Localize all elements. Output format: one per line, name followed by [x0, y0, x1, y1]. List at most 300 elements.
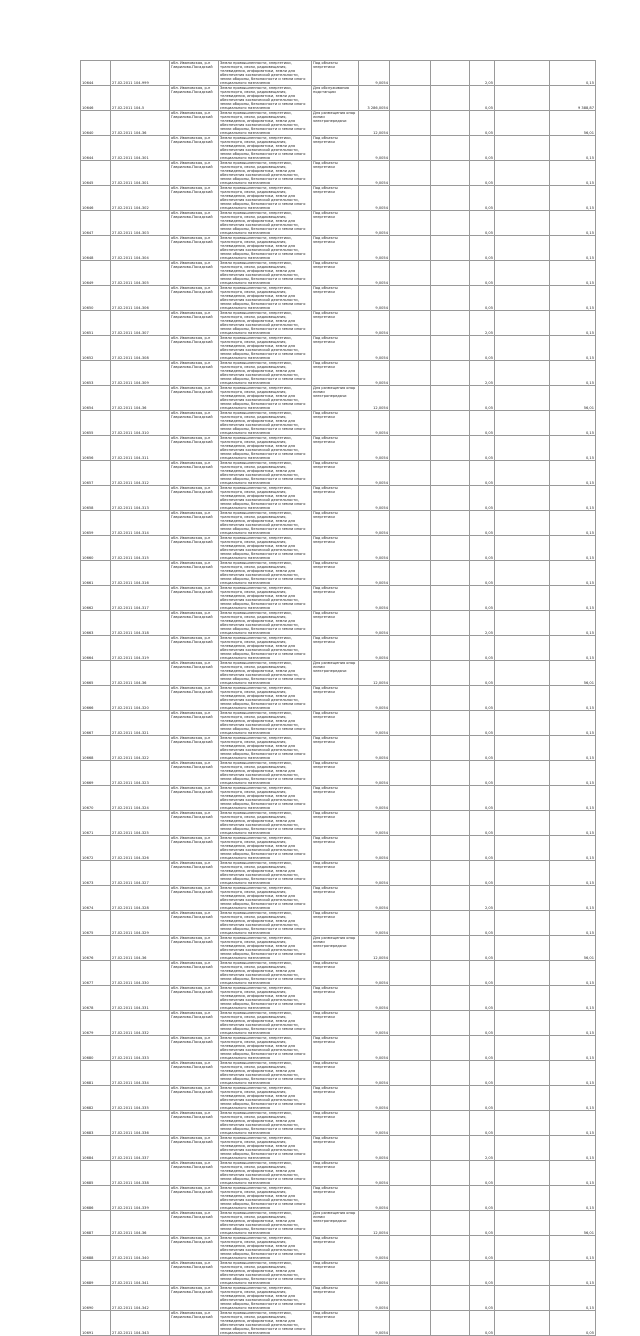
sum-cell: 0,15: [550, 536, 596, 561]
table-row: [81, 1261, 596, 1286]
rate-cell: 0,05: [470, 236, 495, 261]
address-cell: обл. Ивановская, р-н Гаврилово-Посадский: [170, 186, 219, 211]
sum-cell: 0,15: [550, 1111, 596, 1136]
land-category-cell: Земли промышленности, энергетики, транспорта, связи, радиовещания, телевидения, информатики, земли для обеспечения космической деятельности, земли обороны, безопасности и земли иного специального назначения: [219, 261, 312, 286]
sum-cell: 0,15: [550, 1136, 596, 1161]
record-date-cell: 27.02.2011 104-5: [111, 86, 170, 111]
rate-cell: 0,05: [470, 261, 495, 286]
empty-cell: [431, 736, 470, 761]
record-date-cell: 27.02.2011 104-303: [111, 211, 170, 236]
address-cell: обл. Ивановская, р-н Гаврилово-Посадский: [170, 661, 219, 686]
empty-cell: [495, 1261, 550, 1286]
empty-cell: [431, 1236, 470, 1261]
empty-cell: [495, 1211, 550, 1236]
land-category-cell: Земли промышленности, энергетики, транспорта, связи, радиовещания, телевидения, информатики, земли для обеспечения космической деятельности, земли обороны, безопасности и земли иного специального назначения: [219, 361, 312, 386]
rate-cell: 0,05: [470, 1286, 495, 1311]
rate-cell: 0,05: [470, 161, 495, 186]
rate-cell: 2,05: [470, 886, 495, 911]
land-category-cell: Земли промышленности, энергетики, транспорта, связи, радиовещания, телевидения, информатики, земли для обеспечения космической деятельности, земли обороны, безопасности и земли иного специального назначения: [219, 1261, 312, 1286]
sum-cell: 0,15: [550, 986, 596, 1011]
land-category-cell: Земли промышленности, энергетики, транспорта, связи, радиовещания, телевидения, информатики, земли для обеспечения космической деятельности, земли обороны, безопасности и земли иного специального назначения: [219, 1111, 312, 1136]
area-cell: 9,0054: [359, 611, 390, 636]
record-date-cell: 27.02.2011 104-328: [111, 886, 170, 911]
address-cell: обл. Ивановская, р-н Гаврилово-Посадский: [170, 336, 219, 361]
empty-cell: [390, 486, 431, 511]
empty-cell: [431, 611, 470, 636]
empty-cell: [495, 411, 550, 436]
permitted-use-cell: Под объекты энергетики: [312, 1086, 359, 1111]
record-date-cell: 27.02.2011 104-308: [111, 336, 170, 361]
empty-cell: [495, 1061, 550, 1086]
parcel-id-cell: 10678: [81, 986, 111, 1011]
area-cell: 9,0054: [359, 536, 390, 561]
permitted-use-cell: Под объекты энергетики: [312, 1161, 359, 1186]
empty-cell: [431, 236, 470, 261]
parcel-id-cell: 10651: [81, 311, 111, 336]
record-date-cell: 27.02.2011 104-340: [111, 1236, 170, 1261]
parcel-id-cell: 10647: [81, 211, 111, 236]
record-date-cell: 27.02.2011 104-343: [111, 1311, 170, 1336]
sum-cell: 56,01: [550, 661, 596, 686]
parcel-id-cell: 10680: [81, 1036, 111, 1061]
address-cell: обл. Ивановская, р-н Гаврилово-Посадский: [170, 1036, 219, 1061]
table-row: [81, 111, 596, 136]
address-cell: обл. Ивановская, р-н Гаврилово-Посадский: [170, 411, 219, 436]
empty-cell: [431, 111, 470, 136]
address-cell: обл. Ивановская, р-н Гаврилово-Посадский: [170, 561, 219, 586]
area-cell: 9,0054: [359, 561, 390, 586]
table-row: [81, 311, 596, 336]
parcel-id-cell: 10667: [81, 711, 111, 736]
parcel-id-cell: 10675: [81, 911, 111, 936]
record-date-cell: 27.02.2011 104-301: [111, 161, 170, 186]
land-category-cell: Земли промышленности, энергетики, транспорта, связи, радиовещания, телевидения, информатики, земли для обеспечения космической деятельности, земли обороны, безопасности и земли иного специального назначения: [219, 236, 312, 261]
permitted-use-cell: Под объекты энергетики: [312, 186, 359, 211]
table-row: [81, 1086, 596, 1111]
rate-cell: 0,05: [470, 486, 495, 511]
sum-cell: 0,05: [550, 1311, 596, 1336]
parcel-id-cell: 10688: [81, 1236, 111, 1261]
sum-cell: 0,15: [550, 811, 596, 836]
area-cell: 9,0054: [359, 911, 390, 936]
permitted-use-cell: Под объекты энергетики: [312, 161, 359, 186]
area-cell: 9,0054: [359, 411, 390, 436]
table-row: [81, 1236, 596, 1261]
record-date-cell: 27.02.2011 104-311: [111, 436, 170, 461]
permitted-use-cell: Под объекты энергетики: [312, 786, 359, 811]
address-cell: обл. Ивановская, р-н Гаврилово-Посадский: [170, 386, 219, 411]
parcel-id-cell: 10672: [81, 836, 111, 861]
sum-cell: 0,15: [550, 161, 596, 186]
register-table: [80, 60, 596, 1336]
sum-cell: 0,15: [550, 411, 596, 436]
record-date-cell: 27.02.2011 104-341: [111, 1261, 170, 1286]
area-cell: 9,0054: [359, 1311, 390, 1336]
area-cell: 12,0054: [359, 661, 390, 686]
table-row: [81, 336, 596, 361]
empty-cell: [495, 561, 550, 586]
address-cell: обл. Ивановская, р-н Гаврилово-Посадский: [170, 811, 219, 836]
permitted-use-cell: Под объекты энергетики: [312, 1286, 359, 1311]
rate-cell: 0,05: [470, 436, 495, 461]
table-row: [81, 1186, 596, 1211]
table-row: [81, 136, 596, 161]
record-date-cell: 27.02.2011 104-336: [111, 1111, 170, 1136]
rate-cell: 0,05: [470, 1011, 495, 1036]
record-date-cell: 27.02.2011 104-314: [111, 511, 170, 536]
empty-cell: [495, 86, 550, 111]
empty-cell: [431, 511, 470, 536]
empty-cell: [390, 911, 431, 936]
record-date-cell: 27.02.2011 104-36: [111, 111, 170, 136]
address-cell: обл. Ивановская, р-н Гаврилово-Посадский: [170, 861, 219, 886]
empty-cell: [495, 111, 550, 136]
parcel-id-cell: 10660: [81, 536, 111, 561]
empty-cell: [390, 586, 431, 611]
empty-cell: [431, 1211, 470, 1236]
address-cell: обл. Ивановская, р-н Гаврилово-Посадский: [170, 461, 219, 486]
empty-cell: [390, 661, 431, 686]
land-category-cell: Земли промышленности, энергетики, транспорта, связи, радиовещания, телевидения, информатики, земли для обеспечения космической деятельности, земли обороны, безопасности и земли иного специального назначения: [219, 711, 312, 736]
address-cell: обл. Ивановская, р-н Гаврилово-Посадский: [170, 711, 219, 736]
empty-cell: [495, 136, 550, 161]
record-date-cell: 27.02.2011 104-306: [111, 286, 170, 311]
empty-cell: [431, 1111, 470, 1136]
empty-cell: [495, 486, 550, 511]
rate-cell: 0,05: [470, 1036, 495, 1061]
empty-cell: [431, 61, 470, 86]
address-cell: обл. Ивановская, р-н Гаврилово-Посадский: [170, 936, 219, 961]
sum-cell: 0,15: [550, 1286, 596, 1311]
record-date-cell: 27.02.2011 104-313: [111, 486, 170, 511]
empty-cell: [495, 861, 550, 886]
land-category-cell: Земли промышленности, энергетики, транспорта, связи, радиовещания, телевидения, информатики, земли для обеспечения космической деятельности, земли обороны, безопасности и земли иного специального назначения: [219, 761, 312, 786]
table-row: [81, 811, 596, 836]
sum-cell: 0,15: [550, 286, 596, 311]
address-cell: обл. Ивановская, р-н Гаврилово-Посадский: [170, 1111, 219, 1136]
table-row: [81, 886, 596, 911]
record-date-cell: 27.02.2011 104-327: [111, 861, 170, 886]
area-cell: 9,0054: [359, 286, 390, 311]
parcel-id-cell: 10652: [81, 336, 111, 361]
rate-cell: 0,05: [470, 386, 495, 411]
rate-cell: 2,05: [470, 311, 495, 336]
empty-cell: [431, 1311, 470, 1336]
empty-cell: [431, 861, 470, 886]
land-category-cell: Земли промышленности, энергетики, транспорта, связи, радиовещания, телевидения, информатики, земли для обеспечения космической деятельности, земли обороны, безопасности и земли иного специального назначения: [219, 111, 312, 136]
address-cell: обл. Ивановская, р-н Гаврилово-Посадский: [170, 1261, 219, 1286]
record-date-cell: 27.02.2011 104-324: [111, 786, 170, 811]
table-row: [81, 1161, 596, 1186]
empty-cell: [390, 436, 431, 461]
parcel-id-cell: 10646: [81, 86, 111, 111]
address-cell: обл. Ивановская, р-н Гаврилово-Посадский: [170, 786, 219, 811]
rate-cell: 0,05: [470, 411, 495, 436]
table-row: [81, 1011, 596, 1036]
empty-cell: [495, 336, 550, 361]
empty-cell: [495, 361, 550, 386]
record-date-cell: 27.02.2011 104-309: [111, 361, 170, 386]
table-row: [81, 761, 596, 786]
empty-cell: [495, 936, 550, 961]
area-cell: 9,0054: [359, 1261, 390, 1286]
empty-cell: [390, 961, 431, 986]
parcel-id-cell: 10686: [81, 1186, 111, 1211]
empty-cell: [431, 636, 470, 661]
permitted-use-cell: Под объекты энергетики: [312, 711, 359, 736]
area-cell: 9,0054: [359, 1086, 390, 1111]
address-cell: обл. Ивановская, р-н Гаврилово-Посадский: [170, 911, 219, 936]
rate-cell: 0,05: [470, 686, 495, 711]
record-date-cell: 27.02.2011 104-36: [111, 1211, 170, 1236]
permitted-use-cell: Под объекты энергетики: [312, 536, 359, 561]
empty-cell: [495, 1311, 550, 1336]
empty-cell: [495, 1036, 550, 1061]
record-date-cell: 27.02.2011 104-316: [111, 561, 170, 586]
record-date-cell: 27.02.2011 104-310: [111, 411, 170, 436]
area-cell: 9,0054: [359, 161, 390, 186]
empty-cell: [390, 611, 431, 636]
empty-cell: [495, 911, 550, 936]
table-row: [81, 411, 596, 436]
land-category-cell: Земли промышленности, энергетики, транспорта, связи, радиовещания, телевидения, информатики, земли для обеспечения космической деятельности, земли обороны, безопасности и земли иного специального назначения: [219, 736, 312, 761]
address-cell: обл. Ивановская, р-н Гаврилово-Посадский: [170, 161, 219, 186]
rate-cell: 0,05: [470, 511, 495, 536]
permitted-use-cell: Под объекты энергетики: [312, 911, 359, 936]
empty-cell: [390, 136, 431, 161]
record-date-cell: 27.02.2011 104-326: [111, 836, 170, 861]
parcel-id-cell: 10676: [81, 936, 111, 961]
permitted-use-cell: Под объекты энергетики: [312, 761, 359, 786]
register-rows: [81, 61, 596, 1336]
land-category-cell: Земли промышленности, энергетики, транспорта, связи, радиовещания, телевидения, информатики, земли для обеспечения космической деятельности, земли обороны, безопасности и земли иного специального назначения: [219, 1311, 312, 1336]
empty-cell: [390, 111, 431, 136]
parcel-id-cell: 10665: [81, 661, 111, 686]
record-date-cell: 27.02.2011 104-315: [111, 536, 170, 561]
area-cell: 9,0054: [359, 811, 390, 836]
record-date-cell: 27.02.2011 104-305: [111, 261, 170, 286]
table-row: [81, 1111, 596, 1136]
permitted-use-cell: Под объекты энергетики: [312, 811, 359, 836]
empty-cell: [495, 311, 550, 336]
empty-cell: [495, 161, 550, 186]
sum-cell: 0,15: [550, 186, 596, 211]
land-category-cell: Земли промышленности, энергетики, транспорта, связи, радиовещания, телевидения, информатики, земли для обеспечения космической деятельности, земли обороны, безопасности и земли иного специального назначения: [219, 211, 312, 236]
land-category-cell: Земли промышленности, энергетики, транспорта, связи, радиовещания, телевидения, информатики, земли для обеспечения космической деятельности, земли обороны, безопасности и земли иного специального назначения: [219, 136, 312, 161]
rate-cell: 0,05: [470, 1236, 495, 1261]
parcel-id-cell: 10685: [81, 1161, 111, 1186]
parcel-id-cell: 10666: [81, 686, 111, 711]
permitted-use-cell: Под объекты энергетики: [312, 1186, 359, 1211]
rate-cell: 0,05: [470, 1186, 495, 1211]
empty-cell: [431, 461, 470, 486]
table-row: [81, 211, 596, 236]
permitted-use-cell: Под объекты энергетики: [312, 686, 359, 711]
address-cell: обл. Ивановская, р-н Гаврилово-Посадский: [170, 1011, 219, 1036]
permitted-use-cell: Для размещения опор линии электропередачи: [312, 936, 359, 961]
empty-cell: [390, 1161, 431, 1186]
land-category-cell: Земли промышленности, энергетики, транспорта, связи, радиовещания, телевидения, информатики, земли для обеспечения космической деятельности, земли обороны, безопасности и земли иного специального назначения: [219, 286, 312, 311]
parcel-id-cell: 10663: [81, 611, 111, 636]
parcel-id-cell: 10645: [81, 161, 111, 186]
empty-cell: [431, 661, 470, 686]
permitted-use-cell: Под объекты энергетики: [312, 261, 359, 286]
rate-cell: 0,05: [470, 661, 495, 686]
parcel-id-cell: 10671: [81, 811, 111, 836]
empty-cell: [431, 386, 470, 411]
area-cell: 9,0054: [359, 1286, 390, 1311]
record-date-cell: 27.02.2011 104-337: [111, 1136, 170, 1161]
empty-cell: [495, 811, 550, 836]
area-cell: 9,0054: [359, 1011, 390, 1036]
empty-cell: [390, 1236, 431, 1261]
parcel-id-cell: 10648: [81, 236, 111, 261]
parcel-id-cell: 10644: [81, 136, 111, 161]
address-cell: обл. Ивановская, р-н Гаврилово-Посадский: [170, 1186, 219, 1211]
address-cell: обл. Ивановская, р-н Гаврилово-Посадский: [170, 61, 219, 86]
record-date-cell: 27.02.2011 104-321: [111, 711, 170, 736]
permitted-use-cell: Под объекты энергетики: [312, 211, 359, 236]
record-date-cell: 27.02.2011 104-330: [111, 961, 170, 986]
land-category-cell: Земли промышленности, энергетики, транспорта, связи, радиовещания, телевидения, информатики, земли для обеспечения космической деятельности, земли обороны, безопасности и земли иного специального назначения: [219, 1161, 312, 1186]
parcel-id-cell: 10656: [81, 436, 111, 461]
land-category-cell: Земли промышленности, энергетики, транспорта, связи, радиовещания, телевидения, информатики, земли для обеспечения космической деятельности, земли обороны, безопасности и земли иного специального назначения: [219, 1286, 312, 1311]
table-row: [81, 686, 596, 711]
area-cell: 9,0054: [359, 1186, 390, 1211]
permitted-use-cell: Под объекты энергетики: [312, 561, 359, 586]
permitted-use-cell: Под объекты энергетики: [312, 511, 359, 536]
empty-cell: [495, 236, 550, 261]
permitted-use-cell: Под объекты энергетики: [312, 961, 359, 986]
area-cell: 9,0054: [359, 986, 390, 1011]
area-cell: 12,0054: [359, 1211, 390, 1236]
area-cell: 9,0054: [359, 436, 390, 461]
empty-cell: [390, 686, 431, 711]
rate-cell: 0,05: [470, 561, 495, 586]
area-cell: 9,0054: [359, 886, 390, 911]
register-sheet: [80, 60, 594, 1336]
empty-cell: [431, 836, 470, 861]
rate-cell: 0,05: [470, 736, 495, 761]
permitted-use-cell: Под объекты энергетики: [312, 1011, 359, 1036]
rate-cell: 2,05: [470, 61, 495, 86]
parcel-id-cell: 10658: [81, 486, 111, 511]
table-row: [81, 1286, 596, 1311]
empty-cell: [431, 686, 470, 711]
record-date-cell: 27.02.2011 104-342: [111, 1286, 170, 1311]
table-row: [81, 286, 596, 311]
rate-cell: 0,05: [470, 86, 495, 111]
record-date-cell: 27.02.2011 104-318: [111, 611, 170, 636]
land-category-cell: Земли промышленности, энергетики, транспорта, связи, радиовещания, телевидения, информатики, земли для обеспечения космической деятельности, земли обороны, безопасности и земли иного специального назначения: [219, 986, 312, 1011]
empty-cell: [431, 786, 470, 811]
address-cell: обл. Ивановская, р-н Гаврилово-Посадский: [170, 736, 219, 761]
parcel-id-cell: 10681: [81, 1061, 111, 1086]
empty-cell: [495, 611, 550, 636]
address-cell: обл. Ивановская, р-н Гаврилово-Посадский: [170, 761, 219, 786]
empty-cell: [390, 286, 431, 311]
address-cell: обл. Ивановская, р-н Гаврилово-Посадский: [170, 136, 219, 161]
permitted-use-cell: Для размещения опор линии электропередачи: [312, 661, 359, 686]
address-cell: обл. Ивановская, р-н Гаврилово-Посадский: [170, 86, 219, 111]
land-category-cell: Земли промышленности, энергетики, транспорта, связи, радиовещания, телевидения, информатики, земли для обеспечения космической деятельности, земли обороны, безопасности и земли иного специального назначения: [219, 511, 312, 536]
land-category-cell: Земли промышленности, энергетики, транспорта, связи, радиовещания, телевидения, информатики, земли для обеспечения космической деятельности, земли обороны, безопасности и земли иного специального назначения: [219, 1036, 312, 1061]
sum-cell: 0,15: [550, 236, 596, 261]
area-cell: 9,0054: [359, 1136, 390, 1161]
address-cell: обл. Ивановская, р-н Гаврилово-Посадский: [170, 361, 219, 386]
empty-cell: [495, 1286, 550, 1311]
land-category-cell: Земли промышленности, энергетики, транспорта, связи, радиовещания, телевидения, информатики, земли для обеспечения космической деятельности, земли обороны, безопасности и земли иного специального назначения: [219, 1011, 312, 1036]
sum-cell: 0,15: [550, 261, 596, 286]
table-row: [81, 911, 596, 936]
empty-cell: [390, 261, 431, 286]
table-row: [81, 836, 596, 861]
sum-cell: 0,15: [550, 1161, 596, 1186]
permitted-use-cell: Под объекты энергетики: [312, 636, 359, 661]
parcel-id-cell: 10679: [81, 1011, 111, 1036]
empty-cell: [431, 486, 470, 511]
land-category-cell: Земли промышленности, энергетики, транспорта, связи, радиовещания, телевидения, информатики, земли для обеспечения космической деятельности, земли обороны, безопасности и земли иного специального назначения: [219, 186, 312, 211]
parcel-id-cell: 10649: [81, 261, 111, 286]
address-cell: обл. Ивановская, р-н Гаврилово-Посадский: [170, 236, 219, 261]
rate-cell: 0,05: [470, 1086, 495, 1111]
land-category-cell: Земли промышленности, энергетики, транспорта, связи, радиовещания, телевидения, информатики, земли для обеспечения космической деятельности, земли обороны, безопасности и земли иного специального назначения: [219, 436, 312, 461]
empty-cell: [495, 1161, 550, 1186]
area-cell: 9,0054: [359, 1061, 390, 1086]
record-date-cell: 27.02.2011 104-317: [111, 586, 170, 611]
empty-cell: [495, 761, 550, 786]
sum-cell: 0,15: [550, 1086, 596, 1111]
empty-cell: [495, 61, 550, 86]
table-row: [81, 1036, 596, 1061]
empty-cell: [431, 286, 470, 311]
empty-cell: [390, 1211, 431, 1236]
land-category-cell: Земли промышленности, энергетики, транспорта, связи, радиовещания, телевидения, информатики, земли для обеспечения космической деятельности, земли обороны, безопасности и земли иного специального назначения: [219, 411, 312, 436]
land-category-cell: Земли промышленности, энергетики, транспорта, связи, радиовещания, телевидения, информатики, земли для обеспечения космической деятельности, земли обороны, безопасности и земли иного специального назначения: [219, 86, 312, 111]
table-row: [81, 936, 596, 961]
area-cell: 12,0054: [359, 386, 390, 411]
sum-cell: 0,15: [550, 1236, 596, 1261]
parcel-id-cell: 10650: [81, 286, 111, 311]
empty-cell: [431, 1136, 470, 1161]
rate-cell: 0,05: [470, 786, 495, 811]
sum-cell: 0,15: [550, 711, 596, 736]
sum-cell: 0,15: [550, 61, 596, 86]
address-cell: обл. Ивановская, р-н Гаврилово-Посадский: [170, 1236, 219, 1261]
address-cell: обл. Ивановская, р-н Гаврилово-Посадский: [170, 636, 219, 661]
area-cell: 9,0054: [359, 261, 390, 286]
permitted-use-cell: Под объекты энергетики: [312, 336, 359, 361]
land-category-cell: Земли промышленности, энергетики, транспорта, связи, радиовещания, телевидения, информатики, земли для обеспечения космической деятельности, земли обороны, безопасности и земли иного специального назначения: [219, 1061, 312, 1086]
sum-cell: 0,15: [550, 211, 596, 236]
rate-cell: 0,05: [470, 761, 495, 786]
table-row: [81, 436, 596, 461]
permitted-use-cell: Для размещения опор линии электропередачи: [312, 386, 359, 411]
rate-cell: 0,05: [470, 861, 495, 886]
empty-cell: [495, 511, 550, 536]
land-category-cell: Земли промышленности, энергетики, транспорта, связи, радиовещания, телевидения, информатики, земли для обеспечения космической деятельности, земли обороны, безопасности и земли иного специального назначения: [219, 636, 312, 661]
address-cell: обл. Ивановская, р-н Гаврилово-Посадский: [170, 686, 219, 711]
empty-cell: [495, 736, 550, 761]
empty-cell: [390, 811, 431, 836]
land-category-cell: Земли промышленности, энергетики, транспорта, связи, радиовещания, телевидения, информатики, земли для обеспечения космической деятельности, земли обороны, безопасности и земли иного специального назначения: [219, 536, 312, 561]
parcel-id-cell: 10677: [81, 961, 111, 986]
parcel-id-cell: 10669: [81, 761, 111, 786]
land-category-cell: Земли промышленности, энергетики, транспорта, связи, радиовещания, телевидения, информатики, земли для обеспечения космической деятельности, земли обороны, безопасности и земли иного специального назначения: [219, 386, 312, 411]
table-row: [81, 536, 596, 561]
permitted-use-cell: Под объекты энергетики: [312, 586, 359, 611]
permitted-use-cell: Для размещения опор линии электропередачи: [312, 111, 359, 136]
